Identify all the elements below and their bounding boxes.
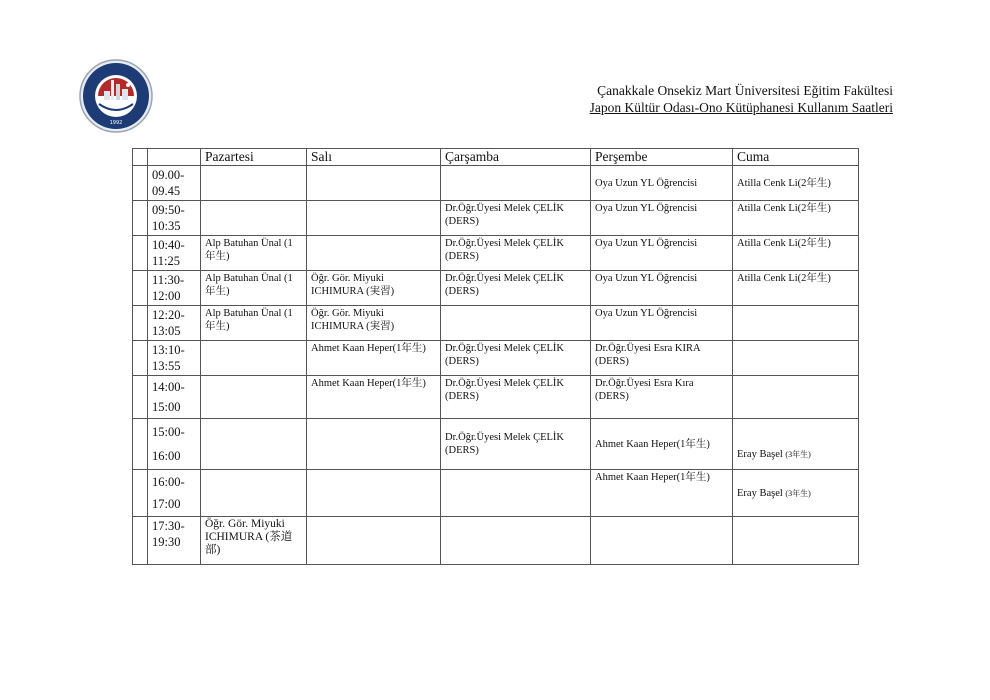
index-cell xyxy=(133,271,148,306)
schedule-table xyxy=(132,148,859,565)
tuesday-cell xyxy=(307,517,441,565)
thursday-cell xyxy=(591,517,733,565)
wednesday-cell xyxy=(441,306,591,341)
friday-cell: Atilla Cenk Li(2年生) xyxy=(733,236,859,271)
thursday-cell: Dr.Öğr.Üyesi Esra Kıra (DERS) xyxy=(591,376,733,419)
wednesday-cell xyxy=(441,517,591,565)
index-cell xyxy=(133,166,148,201)
monday-cell xyxy=(201,419,307,470)
tuesday-cell xyxy=(307,419,441,470)
wednesday-cell: Dr.Öğr.Üyesi Melek ÇELİK (DERS) xyxy=(441,376,591,419)
document-header xyxy=(590,82,893,116)
wednesday-cell: Dr.Öğr.Üyesi Melek ÇELİK (DERS) xyxy=(441,236,591,271)
header-row xyxy=(133,149,859,166)
monday-cell: Alp Batuhan Ünal (1年生) xyxy=(201,306,307,341)
monday-cell: Öğr. Gör. Miyuki ICHIMURA (茶道部) xyxy=(201,517,307,565)
thursday-cell: Dr.Öğr.Üyesi Esra KIRA (DERS) xyxy=(591,341,733,376)
time-cell: 12:20- 13:05 xyxy=(148,306,201,341)
table-row xyxy=(133,470,859,517)
monday-cell xyxy=(201,376,307,419)
time-cell: 10:40- 11:25 xyxy=(148,236,201,271)
tuesday-cell xyxy=(307,201,441,236)
wednesday-cell: Dr.Öğr.Üyesi Melek ÇELİK (DERS) xyxy=(441,201,591,236)
table-row xyxy=(133,271,859,306)
friday-cell xyxy=(733,341,859,376)
index-cell xyxy=(133,341,148,376)
logo-year: 1992 xyxy=(109,120,123,126)
tuesday-cell xyxy=(307,470,441,517)
day-header-thursday: Perşembe xyxy=(591,149,733,166)
friday-cell: Atilla Cenk Li(2年生) xyxy=(733,271,859,306)
university-logo xyxy=(78,58,154,134)
friday-cell: Eray Başel (3年生) xyxy=(733,470,859,517)
tuesday-cell: Ahmet Kaan Heper(1年生) xyxy=(307,376,441,419)
friday-cell xyxy=(733,306,859,341)
table-row xyxy=(133,341,859,376)
time-cell: 11:30- 12:00 xyxy=(148,271,201,306)
time-cell: 14:00- 15:00 xyxy=(148,376,201,419)
faculty-title: Çanakkale Onsekiz Mart Üniversitesi Eğitim Fakültesi xyxy=(597,83,893,98)
index-cell xyxy=(133,306,148,341)
time-cell: 09.00- 09.45 xyxy=(148,166,201,201)
wednesday-cell: Dr.Öğr.Üyesi Melek ÇELİK (DERS) xyxy=(441,341,591,376)
index-cell xyxy=(133,419,148,470)
wednesday-cell xyxy=(441,166,591,201)
friday-cell xyxy=(733,376,859,419)
table-row xyxy=(133,236,859,271)
table-row xyxy=(133,166,859,201)
thursday-cell: Ahmet Kaan Heper(1年生) xyxy=(591,419,733,470)
index-cell xyxy=(133,470,148,517)
day-header-tuesday: Salı xyxy=(307,149,441,166)
index-cell xyxy=(133,236,148,271)
friday-cell: Atilla Cenk Li(2年生) xyxy=(733,201,859,236)
time-cell: 17:30- 19:30 xyxy=(148,517,201,565)
table-row xyxy=(133,306,859,341)
time-cell: 15:00- 16:00 xyxy=(148,419,201,470)
monday-cell: Alp Batuhan Ünal (1年生) xyxy=(201,236,307,271)
friday-cell xyxy=(733,517,859,565)
friday-cell: Eray Başel (3年生) xyxy=(733,419,859,470)
thursday-cell: Oya Uzun YL Öğrencisi xyxy=(591,306,733,341)
friday-cell: Atilla Cenk Li(2年生) xyxy=(733,166,859,201)
tuesday-cell xyxy=(307,166,441,201)
thursday-cell: Oya Uzun YL Öğrencisi xyxy=(591,166,733,201)
index-cell xyxy=(133,376,148,419)
table-row xyxy=(133,419,859,470)
wednesday-cell: Dr.Öğr.Üyesi Melek ÇELİK (DERS) xyxy=(441,419,591,470)
monday-cell: Alp Batuhan Ünal (1年生) xyxy=(201,271,307,306)
table-row xyxy=(133,517,859,565)
thursday-cell: Oya Uzun YL Öğrencisi xyxy=(591,201,733,236)
day-header-wednesday: Çarşamba xyxy=(441,149,591,166)
wednesday-cell: Dr.Öğr.Üyesi Melek ÇELİK (DERS) xyxy=(441,271,591,306)
table-row xyxy=(133,376,859,419)
monday-cell xyxy=(201,470,307,517)
time-cell: 13:10- 13:55 xyxy=(148,341,201,376)
monday-cell xyxy=(201,341,307,376)
thursday-cell: Ahmet Kaan Heper(1年生) xyxy=(591,470,733,517)
index-cell xyxy=(133,517,148,565)
thursday-cell: Oya Uzun YL Öğrencisi xyxy=(591,271,733,306)
schedule-title: Japon Kültür Odası-Ono Kütüphanesi Kullanım Saatleri xyxy=(589,100,893,115)
time-cell: 09:50- 10:35 xyxy=(148,201,201,236)
time-header xyxy=(148,149,201,166)
monday-cell xyxy=(201,201,307,236)
time-cell: 16:00- 17:00 xyxy=(148,470,201,517)
day-header-monday: Pazartesi xyxy=(201,149,307,166)
tuesday-cell: Ahmet Kaan Heper(1年生) xyxy=(307,341,441,376)
index-cell xyxy=(133,201,148,236)
day-header-friday: Cuma xyxy=(733,149,859,166)
tuesday-cell: Öğr. Gör. Miyuki ICHIMURA (実習) xyxy=(307,306,441,341)
wednesday-cell xyxy=(441,470,591,517)
tuesday-cell: Öğr. Gör. Miyuki ICHIMURA (実習) xyxy=(307,271,441,306)
monday-cell xyxy=(201,166,307,201)
table-row xyxy=(133,201,859,236)
index-header xyxy=(133,149,148,166)
thursday-cell: Oya Uzun YL Öğrencisi xyxy=(591,236,733,271)
tuesday-cell xyxy=(307,236,441,271)
